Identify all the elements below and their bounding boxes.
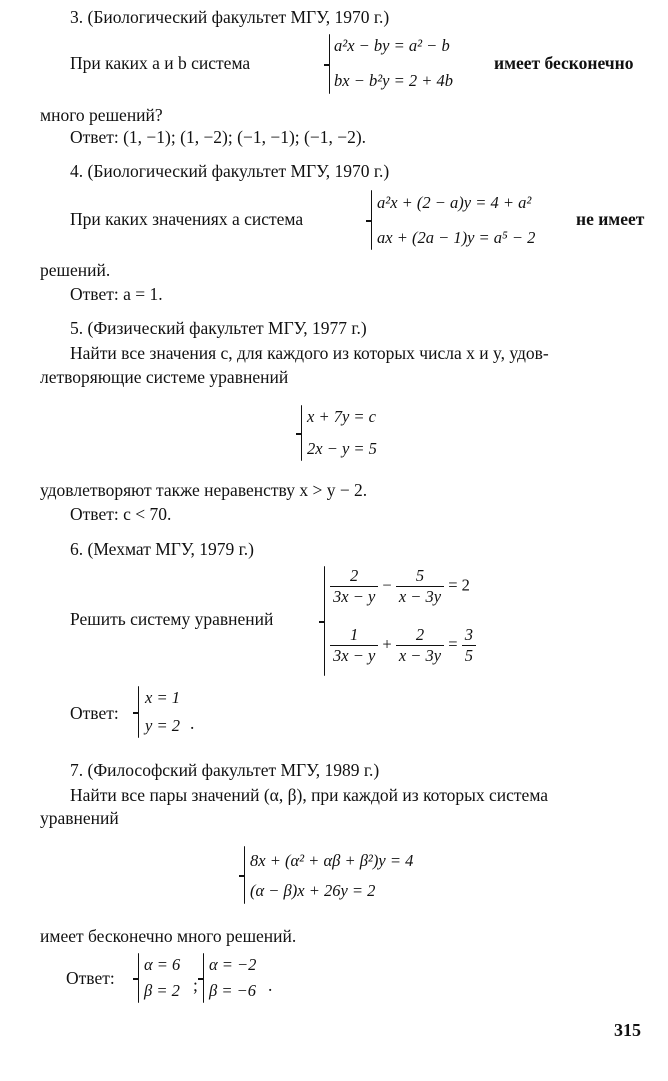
brace [324,566,325,676]
operator: − [382,575,392,595]
problem-5-line-1: Найти все значения c, для каждого из которых числа x и y, удов- [70,343,549,363]
problem-3-equation-1: a²x − by = a² − b [334,36,450,55]
problem-6-equation-1 [330,566,470,607]
problem-7-answer-alpha-1: α = 6 [144,955,181,974]
fraction [462,625,476,666]
numerator: 2 [330,566,378,587]
brace [329,34,330,94]
problem-5-line-3: удовлетворяют также неравенству x > y − 2. [40,480,368,500]
operator: + [382,634,392,654]
problem-3-answer: Ответ: (1, −1); (1, −2); (−1, −1); (−1, −2). [70,127,367,147]
denominator: 5 [464,646,473,665]
problem-6-answer-end: . [190,713,195,733]
brace [138,686,139,738]
problem-6-intro: Решить систему уравнений [70,609,274,629]
numerator: 5 [396,566,444,587]
problem-7-answer-separator: ; [193,975,198,995]
problem-6-answer-y: y = 2 [145,716,180,735]
rhs: = 2 [448,575,470,595]
numerator: 2 [396,625,444,646]
denominator: x − 3y [398,587,442,606]
problem-4-equation-2: ax + (2a − 1)y = a⁵ − 2 [377,228,536,247]
problem-6-equation-2 [330,625,476,666]
problem-7-header: 7. (Философский факультет МГУ, 1989 г.) [70,760,380,780]
numerator: 1 [330,625,378,646]
fraction [330,625,378,666]
problem-7-line-2: уравнений [40,808,119,828]
brace [244,846,245,904]
problem-4-equation-1: a²x + (2 − a)y = 4 + a² [377,193,532,212]
brace [301,405,302,461]
problem-6-header: 6. (Мехмат МГУ, 1979 г.) [70,539,254,559]
problem-3-tail: имеет бесконечно [494,53,634,73]
problem-7-equation-1: 8x + (α² + αβ + β²)y = 4 [250,851,414,870]
problem-6-answer-label: Ответ: [70,703,119,723]
fraction [330,566,378,607]
problem-7-answer-beta-1: β = 2 [144,981,180,1000]
problem-7-answer-beta-2: β = −6 [209,981,256,1000]
problem-3-continuation: много решений? [40,105,163,125]
denominator: 3x − y [333,646,376,665]
brace [203,953,204,1003]
problem-7-answer-label: Ответ: [66,968,115,988]
numerator: 3 [462,625,476,646]
problem-7-answer-end: . [268,975,273,995]
problem-6-answer-x: x = 1 [145,688,180,707]
page-number: 315 [614,1020,641,1040]
problem-7-line-3: имеет бесконечно много решений. [40,926,297,946]
problem-4-answer: Ответ: a = 1. [70,284,163,304]
problem-4-header: 4. (Биологический факультет МГУ, 1970 г.) [70,161,390,181]
brace [138,953,139,1003]
brace [371,190,372,250]
problem-7-line-1: Найти все пары значений (α, β), при каждой из которых система [70,785,549,805]
denominator: 3x − y [333,587,376,606]
problem-5-line-2: летворяющие системе уравнений [40,367,289,387]
problem-7-equation-2: (α − β)x + 26y = 2 [250,881,376,900]
problem-4-continuation: решений. [40,260,111,280]
operator: = [448,634,458,654]
denominator: x − 3y [398,646,442,665]
problem-5-answer: Ответ: c < 70. [70,504,172,524]
problem-5-equation-1: x + 7y = c [307,407,376,426]
fraction [396,625,444,666]
problem-4-intro: При каких значениях a система [70,209,304,229]
problem-3-header: 3. (Биологический факультет МГУ, 1970 г.) [70,7,390,27]
problem-3-intro: При каких a и b система [70,53,251,73]
problem-5-equation-2: 2x − y = 5 [307,439,377,458]
fraction [396,566,444,607]
problem-3-equation-2: bx − b²y = 2 + 4b [334,71,453,90]
problem-5-header: 5. (Физический факультет МГУ, 1977 г.) [70,318,367,338]
problem-7-answer-alpha-2: α = −2 [209,955,257,974]
problem-4-tail: не имеет [576,209,645,229]
